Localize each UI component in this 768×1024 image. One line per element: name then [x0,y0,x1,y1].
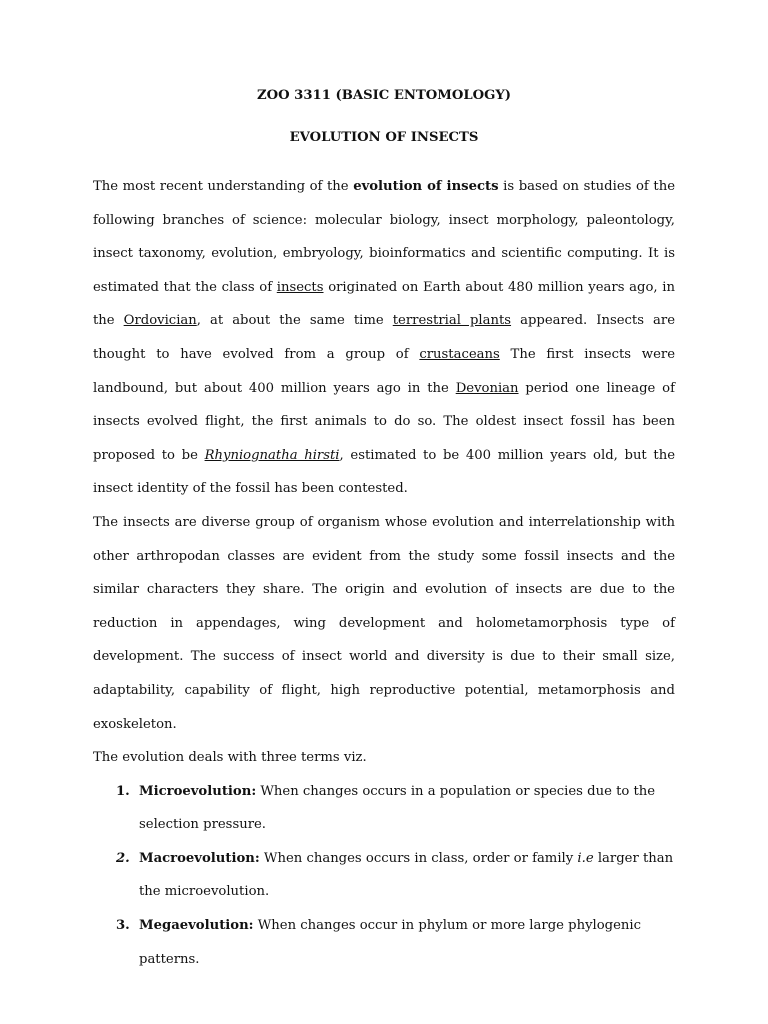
evolution-terms-list [93,775,675,977]
list-item [93,842,675,909]
link-crustaceans[interactable]: crustaceans [419,346,500,362]
term-microevolution: Microevolution: [139,783,257,799]
term-definition: larger than the microevolution. [139,850,674,900]
bold-term-evolution-of-insects: evolution of insects [353,179,499,194]
link-rhyniognatha-hirsti[interactable]: Rhyniognatha hirsti [204,447,340,463]
list-number: 3. [116,918,130,934]
term-megaevolution: Megaevolution: [139,918,254,934]
term-definition: When changes occurs in class, order or family [259,850,578,866]
document-body [93,86,675,976]
paragraph-text: is based on studies of the following branches of science: molecular biology, insect morphology, paleontology, insect taxonomy, evolution, embryology, bioinformatics and scientific computing. It is estimated that the class of [93,179,675,295]
paragraph-text: appeared. Insects are thought to have evolved from a group of [93,313,676,362]
list-item [93,775,675,842]
paragraph-diversity: The insects are diverse group of organism whose evolution and interrelationship with other arthropodan classes are evident from the study some fossil insects and the similar characters they share. The origin and evolution of insects are due to the reduction in appendages, wing development and holometamorphosis type of development. The success of insect world and diversity is due to their small size, adaptability, capability of flight, high reproductive potential, metamorphosis and exoskeleton. [93,514,675,732]
link-ordovician[interactable]: Ordovician [123,313,197,329]
link-devonian[interactable]: Devonian [455,380,519,396]
paragraph-text: originated on Earth about 480 million years ago, in the [93,279,675,329]
paragraph-text: The first insects were landbound, but about 400 million years ago in the [93,346,675,396]
paragraph-text: , at about the same time [196,313,393,329]
term-definition-italic: i.e [577,850,594,866]
link-terrestrial-plants[interactable]: terrestrial plants [392,313,512,329]
list-number: 2. [116,850,130,866]
paragraph-text: period one lineage of insects evolved flight, the first animals to do so. The oldest insect fossil has been proposed to be [93,380,675,463]
section-title: EVOLUTION OF INSECTS [289,130,479,145]
list-number: 1. [116,783,130,799]
course-title: ZOO 3311 (BASIC ENTOMOLOGY) [256,88,512,103]
paragraph-text: , estimated to be 400 million years old, but the insect identity of the fossil has been contested. [93,447,676,497]
term-definition: When changes occur in phylum or more large phylogenic patterns. [139,918,642,967]
paragraph-text: The most recent understanding of the [93,179,354,194]
paragraph-intro [93,170,675,506]
term-macroevolution: Macroevolution: [139,850,260,866]
paragraph-terms-intro: The evolution deals with three terms viz. [93,750,367,766]
term-definition: When changes occurs in a population or species due to the selection pressure. [139,783,656,833]
link-insects[interactable]: insects [276,279,324,295]
list-item [93,909,675,976]
